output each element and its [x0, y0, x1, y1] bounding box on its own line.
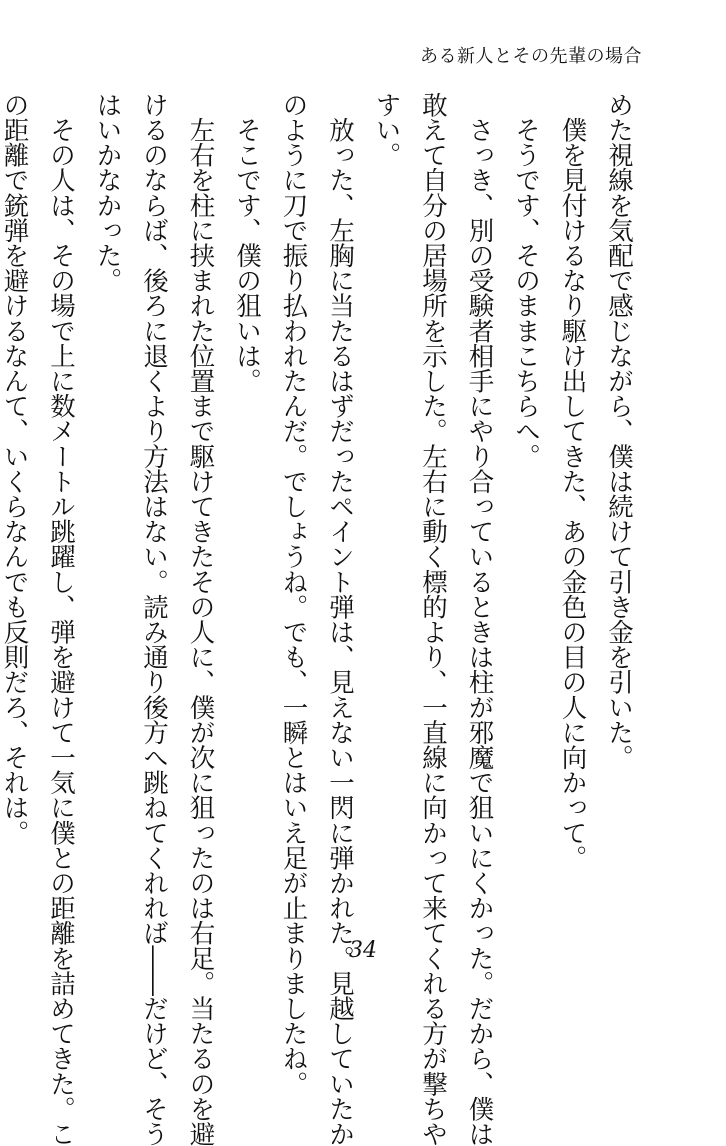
text-line: の距離で銃弾を避けるなんて、いくらなんでも反則だろ、それは。	[0, 92, 30, 846]
text-line: そこです、僕の狙いは。	[232, 92, 262, 394]
text-line: のように刀で振り払われたんだ。でしょうね。でも、一瞬とはいえ足が止まりましたね。	[278, 92, 309, 1097]
text-line: 敢えて自分の居場所を示した。左右に動く標的より、一直線に向かって来てくれる方が撃ちや	[418, 92, 448, 1146]
text-line: はいかなかった。	[92, 92, 123, 293]
text-line: 僕を見付けるなり駆け出してきた、あの金色の目の人に向かって。	[557, 92, 588, 871]
text-line: すい。	[371, 92, 402, 168]
text-line: めた視線を気配で感じながら、僕は続けて引き金を引いた。	[604, 92, 634, 770]
text-line: 左右を柱に挟まれた位置まで駆けてきたその人に、僕が次に狙ったのは右足。当たるのを避	[185, 92, 216, 1146]
text-line: さっき、別の受験者相手にやり合っているときは柱が邪魔で狙いにくかった。だから、僕は	[464, 92, 495, 1146]
text-line: その人は、その場で上に数メートル跳躍し、弾を避けて一気に僕との距離を詰めてきた。こ	[46, 92, 76, 1146]
text-line: 放った、左胸に当たるはずだったペイント弾は、見えない一閃に弾かれた。見越していたか	[325, 92, 355, 1146]
page-number: 34	[349, 938, 377, 963]
text-line: そうです、そのままこちらへ。	[511, 92, 541, 469]
text-line: けるのならば、後ろに退くより方法はない。読み通り後方へ跳ねてくれれば――だけど、そう	[139, 92, 169, 1146]
running-header: ある新人とその先輩の場合	[420, 46, 642, 67]
